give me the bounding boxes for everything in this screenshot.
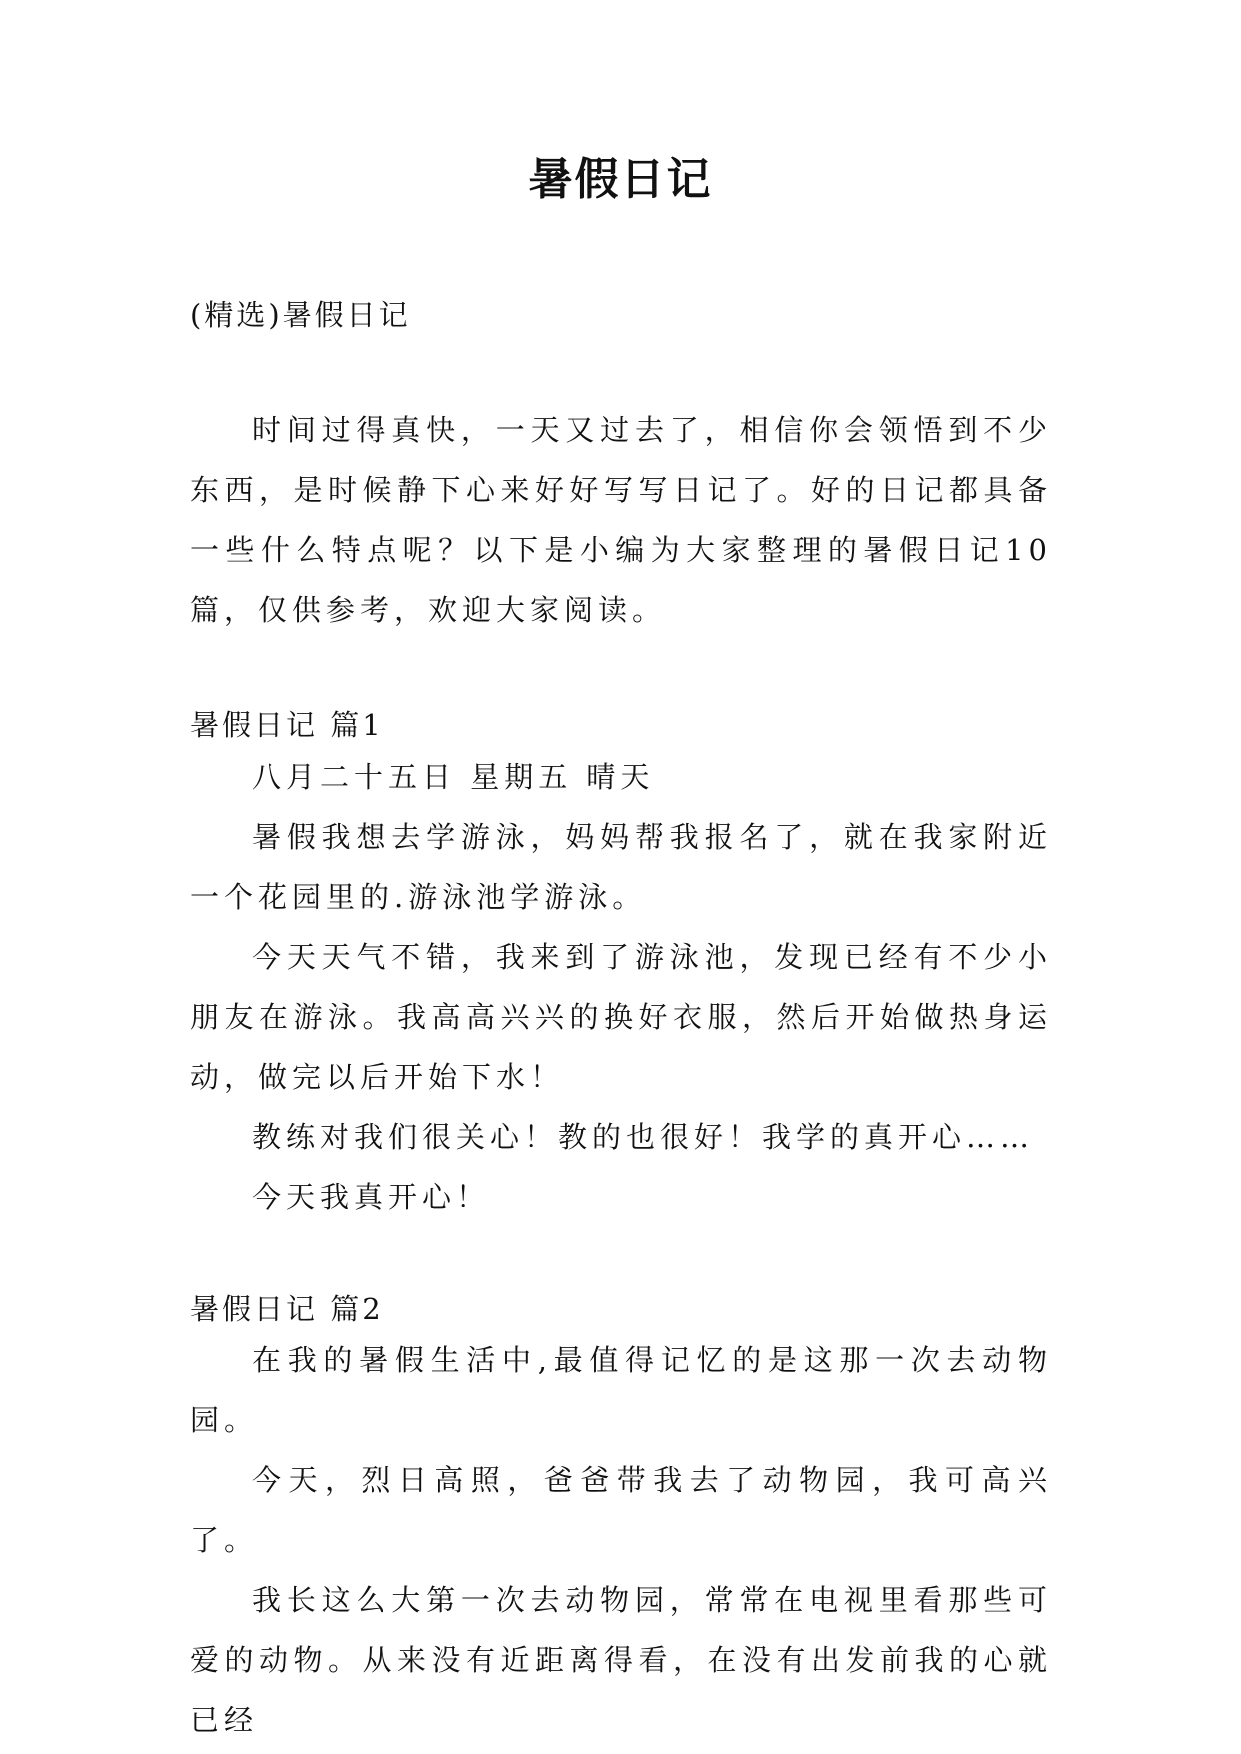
paragraph: 暑假我想去学游泳，妈妈帮我报名了，就在我家附近一个花园里的.游泳池学游泳。 [190,820,1052,914]
paragraph: 教练对我们很关心！教的也很好！我学的真开心…… [252,1120,1035,1154]
paragraph: 今天，烈日高照，爸爸带我去了动物园，我可高兴了。 [190,1463,1052,1557]
document-subtitle: (精选)暑假日记 [190,298,411,332]
intro-section [190,400,1052,640]
document-title: 暑假日记 [528,154,713,205]
intro-paragraph: 时间过得真快，一天又过去了，相信你会领悟到不少东西，是时候静下心来好好写写日记了。好的日记都具备一些什么特点呢？以下是小编为大家整理的暑假日记10篇，仅供参考，欢迎大家阅读。 [190,413,1052,627]
paragraph: 在我的暑假生活中,最值得记忆的是这那一次去动物园。 [190,1343,1052,1437]
section-heading-2: 暑假日记 篇2 [190,1292,384,1326]
paragraph: 我长这么大第一次去动物园，常常在电视里看那些可爱的动物。从来没有近距离得看，在没有出发前我的心就已经 [190,1583,1052,1737]
paragraph: 今天我真开心！ [252,1180,491,1214]
section-heading-1: 暑假日记 篇1 [190,708,384,742]
section-body-2 [190,1330,1052,1750]
section-body-1 [190,747,1052,1227]
paragraph: 今天天气不错，我来到了游泳池，发现已经有不少小朋友在游泳。我高高兴兴的换好衣服，然后开始做热身运动，做完以后开始下水！ [190,940,1052,1094]
paragraph: 八月二十五日 星期五 晴天 [252,760,655,794]
